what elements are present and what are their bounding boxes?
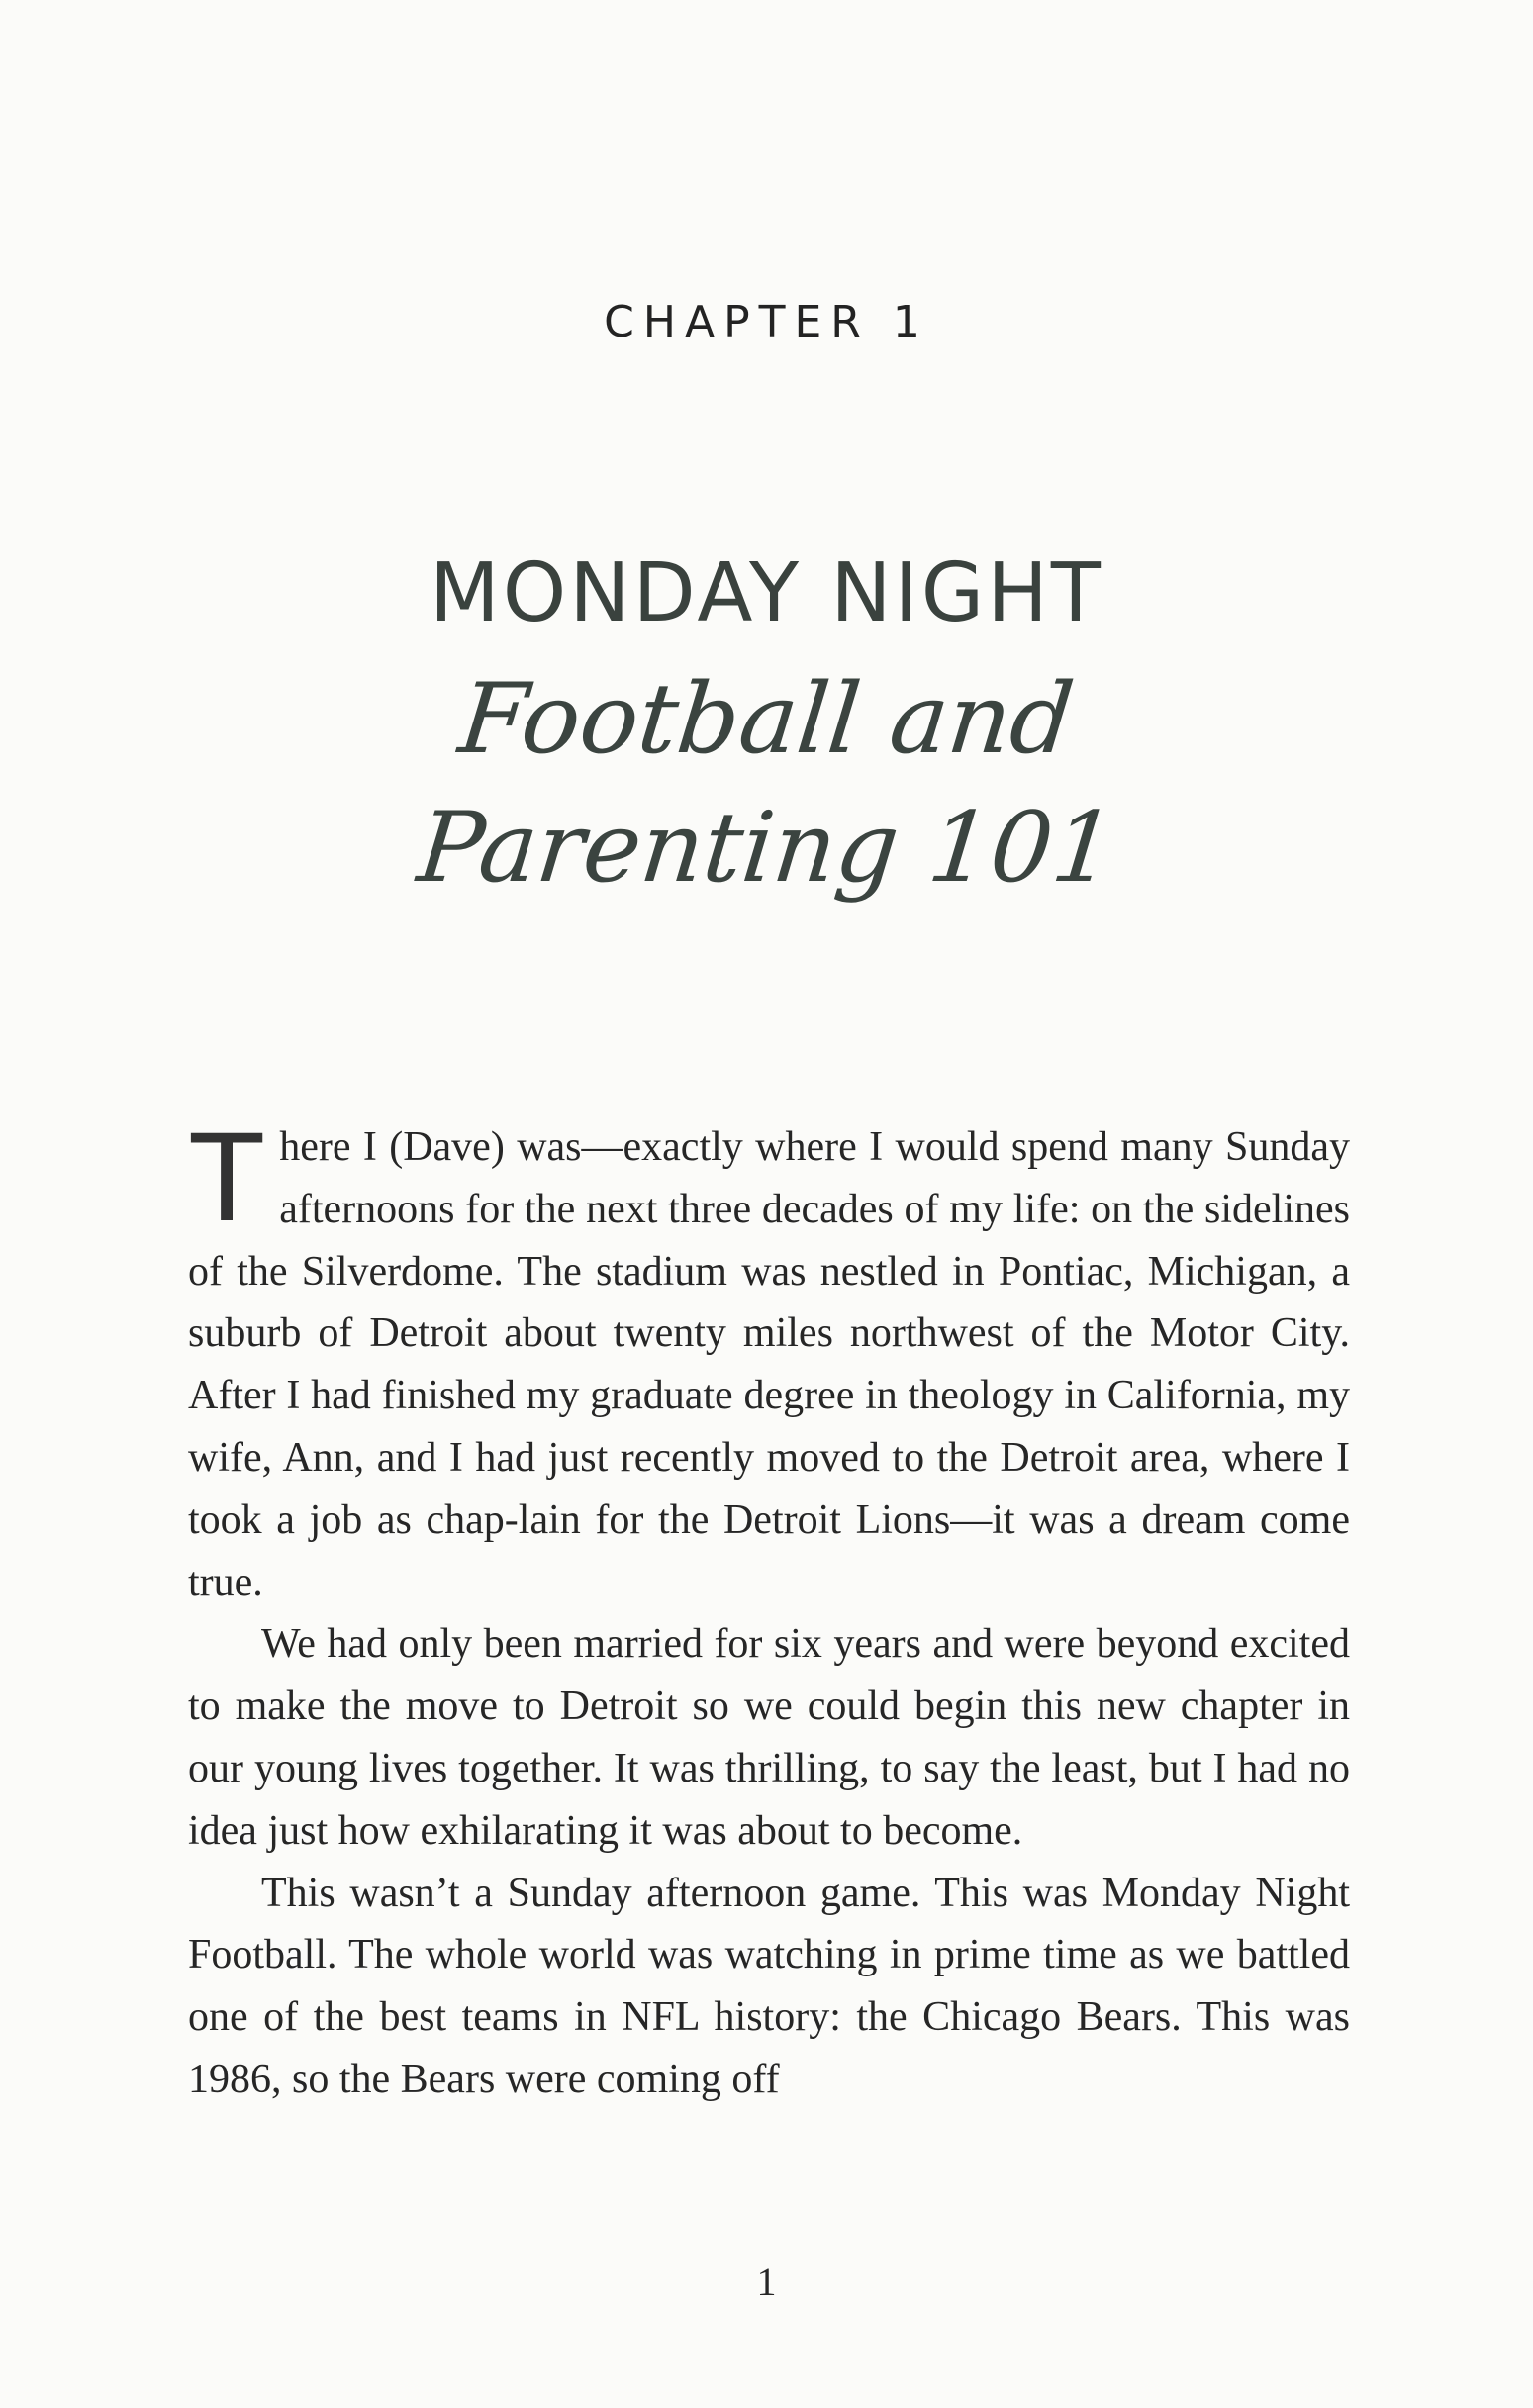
paragraph (188, 1107, 1350, 1613)
paragraph: We had only been married for six years and were beyond excited to make the move to Detroit so we could begin this new chapter in our young lives together. It was thrilling, to say the least, but I had no idea just how exhilarating it was about to become. (188, 1621, 1350, 1854)
chapter-subtitle-line-1: Football and (453, 663, 1080, 776)
drop-cap: T (188, 1107, 266, 1248)
paragraph-text: here I (Dave) was—exactly where I would spend many Sunday afternoons for the next three decades of my life: on the sidelines of the Silverdome. The stadium was nestled in Pontiac, Michigan, a suburb of Detroit about twenty miles northwest of the Motor City. After I had finished my graduate degree in theology in California, my wife, Ann, and I had just recently moved to the Detroit area, where I took a job as chap-lain for the Detroit Lions—it was a dream come true. (188, 1124, 1350, 1605)
body-text (188, 1107, 1350, 2111)
chapter-subtitle-line-2: Parenting 101 (413, 792, 1120, 905)
page-number: 1 (756, 2260, 777, 2304)
chapter-label: CHAPTER 1 (604, 297, 929, 347)
paragraph: This wasn’t a Sunday afternoon game. This was Monday Night Football. The whole world was watching in prime time as we battled one of the best teams in NFL history: the Chicago Bears. This was 1986, so the Bears were coming off (188, 1870, 1350, 2102)
chapter-title: MONDAY NIGHT (429, 546, 1104, 640)
